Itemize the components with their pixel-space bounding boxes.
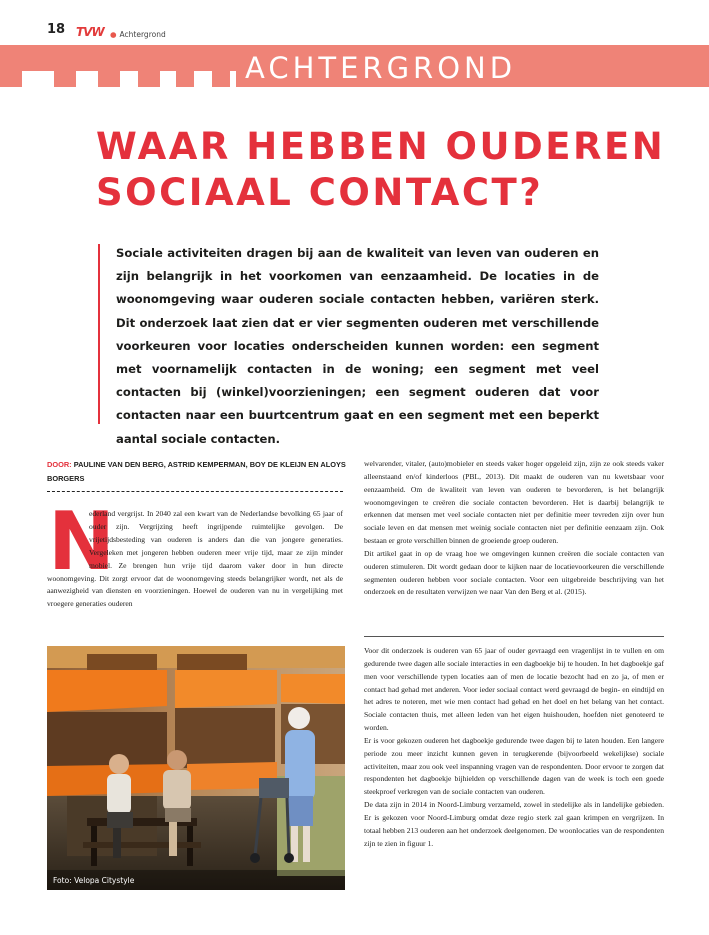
byline	[47, 458, 347, 485]
header-band-block-1	[0, 45, 22, 87]
photo-credit: Foto: Velopa Citystyle	[53, 876, 135, 885]
article-photo	[47, 646, 345, 890]
byline-divider	[47, 491, 343, 492]
header-band-block-8	[212, 71, 230, 87]
drop-cap-spacer	[47, 508, 89, 572]
right-paragraph-5: De data zijn in 2014 in Noord-Limburg verzameld, zowel in stedelijke als in landelijke gebieden. Er is gekozen voor Noord-Limburg omdat deze regio sterk zal gaan krimpen en vergrijzen. In totaal hebben 213 ouderen aan het onderzoek deelgenomen. De woonlocaties van de respondenten zijn te zien in figuur 1.	[364, 800, 664, 848]
drop-cap: N	[48, 495, 115, 588]
left-paragraph-text: ederland vergrijst. In 2040 zal een kwart van de Nederlandse bevolking 65 jaar of ouder zijn. Vergrijzing heeft ingrijpende ruimtelijke gevolgen. De vrijetijdsbesteding van ouderen is anders dan die van jongere generaties. Vergeleken met jongeren hebben ouderen meer vrije tijd, maar ze zijn minder mobiel. Ze brengen hun vrije tijd daarom vaker door in hun directe woonomgeving. Dit zorgt ervoor dat de woonomgeving steeds belangrijker wordt, net als de aanwezigheid van diensten en voorzieningen. Hoewel de ouderen van nu in vergelijking met vroegere generaties ouderen	[47, 509, 343, 609]
section-label-text: Achtergrond	[119, 30, 166, 39]
bullet-icon: ●	[110, 30, 117, 39]
magazine-logo: TVW	[76, 25, 104, 39]
right-paragraph-4: Er is voor gekozen ouderen het dagboekje gedurende twee dagen bij te laten houden. Een langere periode zou meer inzicht kunnen geven in terugkerende (bijvoorbeeld wekelijkse) sociale activiteiten, maar zou ook veel inspanning vragen van de respondenten. Door ervoor te zorgen dat respondenten het dagboekje bijhielden op verschillende dagen van de week is toch een goede steekproef verkregen van de sociale contacten van ouderen.	[364, 735, 664, 797]
right-column-bottom	[364, 645, 664, 851]
section-band-title: ACHTERGROND	[245, 51, 517, 85]
header-band-block-6	[138, 71, 160, 87]
header-band-block-7	[176, 71, 194, 87]
byline-authors: PAULINE VAN DEN BERG, ASTRID KEMPERMAN, BOY DE KLEIJN EN ALOYS BORGERS	[47, 460, 346, 483]
header-band-block-5	[98, 71, 120, 87]
right-paragraph-3: Voor dit onderzoek is ouderen van 65 jaar of ouder gevraagd een vragenlijst in te vullen en om gedurende twee dagen alle sociale interacties in een dagboekje bij te houden. In het dagboekje gaf men voor verschillende typen locaties aan of men de locatie bezocht had en zo ja, of men er contact had gehad met anderen. Voor ieder sociaal contact werd gevraagd de begin- en eindtijd en het adres te noteren, met wie men contact had gehad en het doel en het belang van het contact. Sociale contacten thuis, met alleen leden van het eigen huishouden, hoefden niet genoteerd te worden.	[364, 646, 664, 733]
header-band-block-4	[76, 45, 246, 71]
article-headline	[96, 124, 696, 216]
article-intro: Sociale activiteiten dragen bij aan de kwaliteit van leven van ouderen en zijn belangrijk in het voorkomen van eenzaamheid. De locaties in de woonomgeving waar ouderen sociale contacten hebben, variëren sterk. Dit onderzoek laat zien dat er vier segmenten ouderen met verschillende voorkeuren voor locaties onderscheiden kunnen worden: een segment met voornamelijk contacten in de woning; een segment met veel contacten bij (winkel)voorzieningen; een segment ouderen dat voor contacten naar een buurtcentrum gaat en een segment met een beperkt aantal sociale contacten.	[116, 246, 599, 446]
header-band-block-2	[22, 45, 54, 71]
right-paragraph-1: welvarender, vitaler, (auto)mobieler en steeds vaker hoger opgeleid zijn, zijn ze ook steeds vaker alleenstaand en/of kinderloos (PBL, 2013). Dit maakt de ouderen van nu kwetsbaar voor eenzaamheid. Om de kwaliteit van leven van ouderen te bevorderen, is het belangrijk woonomgevingen te creëren die sociale contacten bevorderen. Het is daarbij belangrijk te erkennen dat mensen met veel sociale contacten niet per definitie meer tevreden zijn over hun sociale leven en dat mensen met weinig sociale contacten niet per definitie eenzaam zijn. Ook bestaan er grote verschillen binnen de groeiende groep ouderen.	[364, 459, 664, 546]
page-number: 18	[47, 22, 66, 37]
left-paragraph	[47, 495, 343, 611]
photo-illustration	[47, 646, 345, 890]
byline-label: DOOR:	[47, 460, 72, 469]
header-band-block-3	[54, 45, 76, 87]
intro-accent-bar	[98, 244, 100, 424]
right-paragraph-2: Dit artikel gaat in op de vraag hoe we omgevingen kunnen creëren die sociale contacten van ouderen stimuleren. Dit wordt gedaan door te kijken naar de locatievoorkeuren die verschillende segmenten ouderen hebben voor sociale contacten. Voor een uitgebreide beschrijving van het onderzoek en de resultaten verwijzen we naar Van den Berg et al. (2015).	[364, 548, 664, 597]
headline-line-1: WAAR HEBBEN OUDEREN	[96, 125, 666, 168]
right-column-top	[364, 458, 664, 599]
left-column-text	[47, 495, 343, 611]
right-column-divider	[364, 636, 664, 637]
headline-line-2: SOCIAAL CONTACT?	[96, 171, 544, 214]
section-label-small	[110, 30, 166, 39]
